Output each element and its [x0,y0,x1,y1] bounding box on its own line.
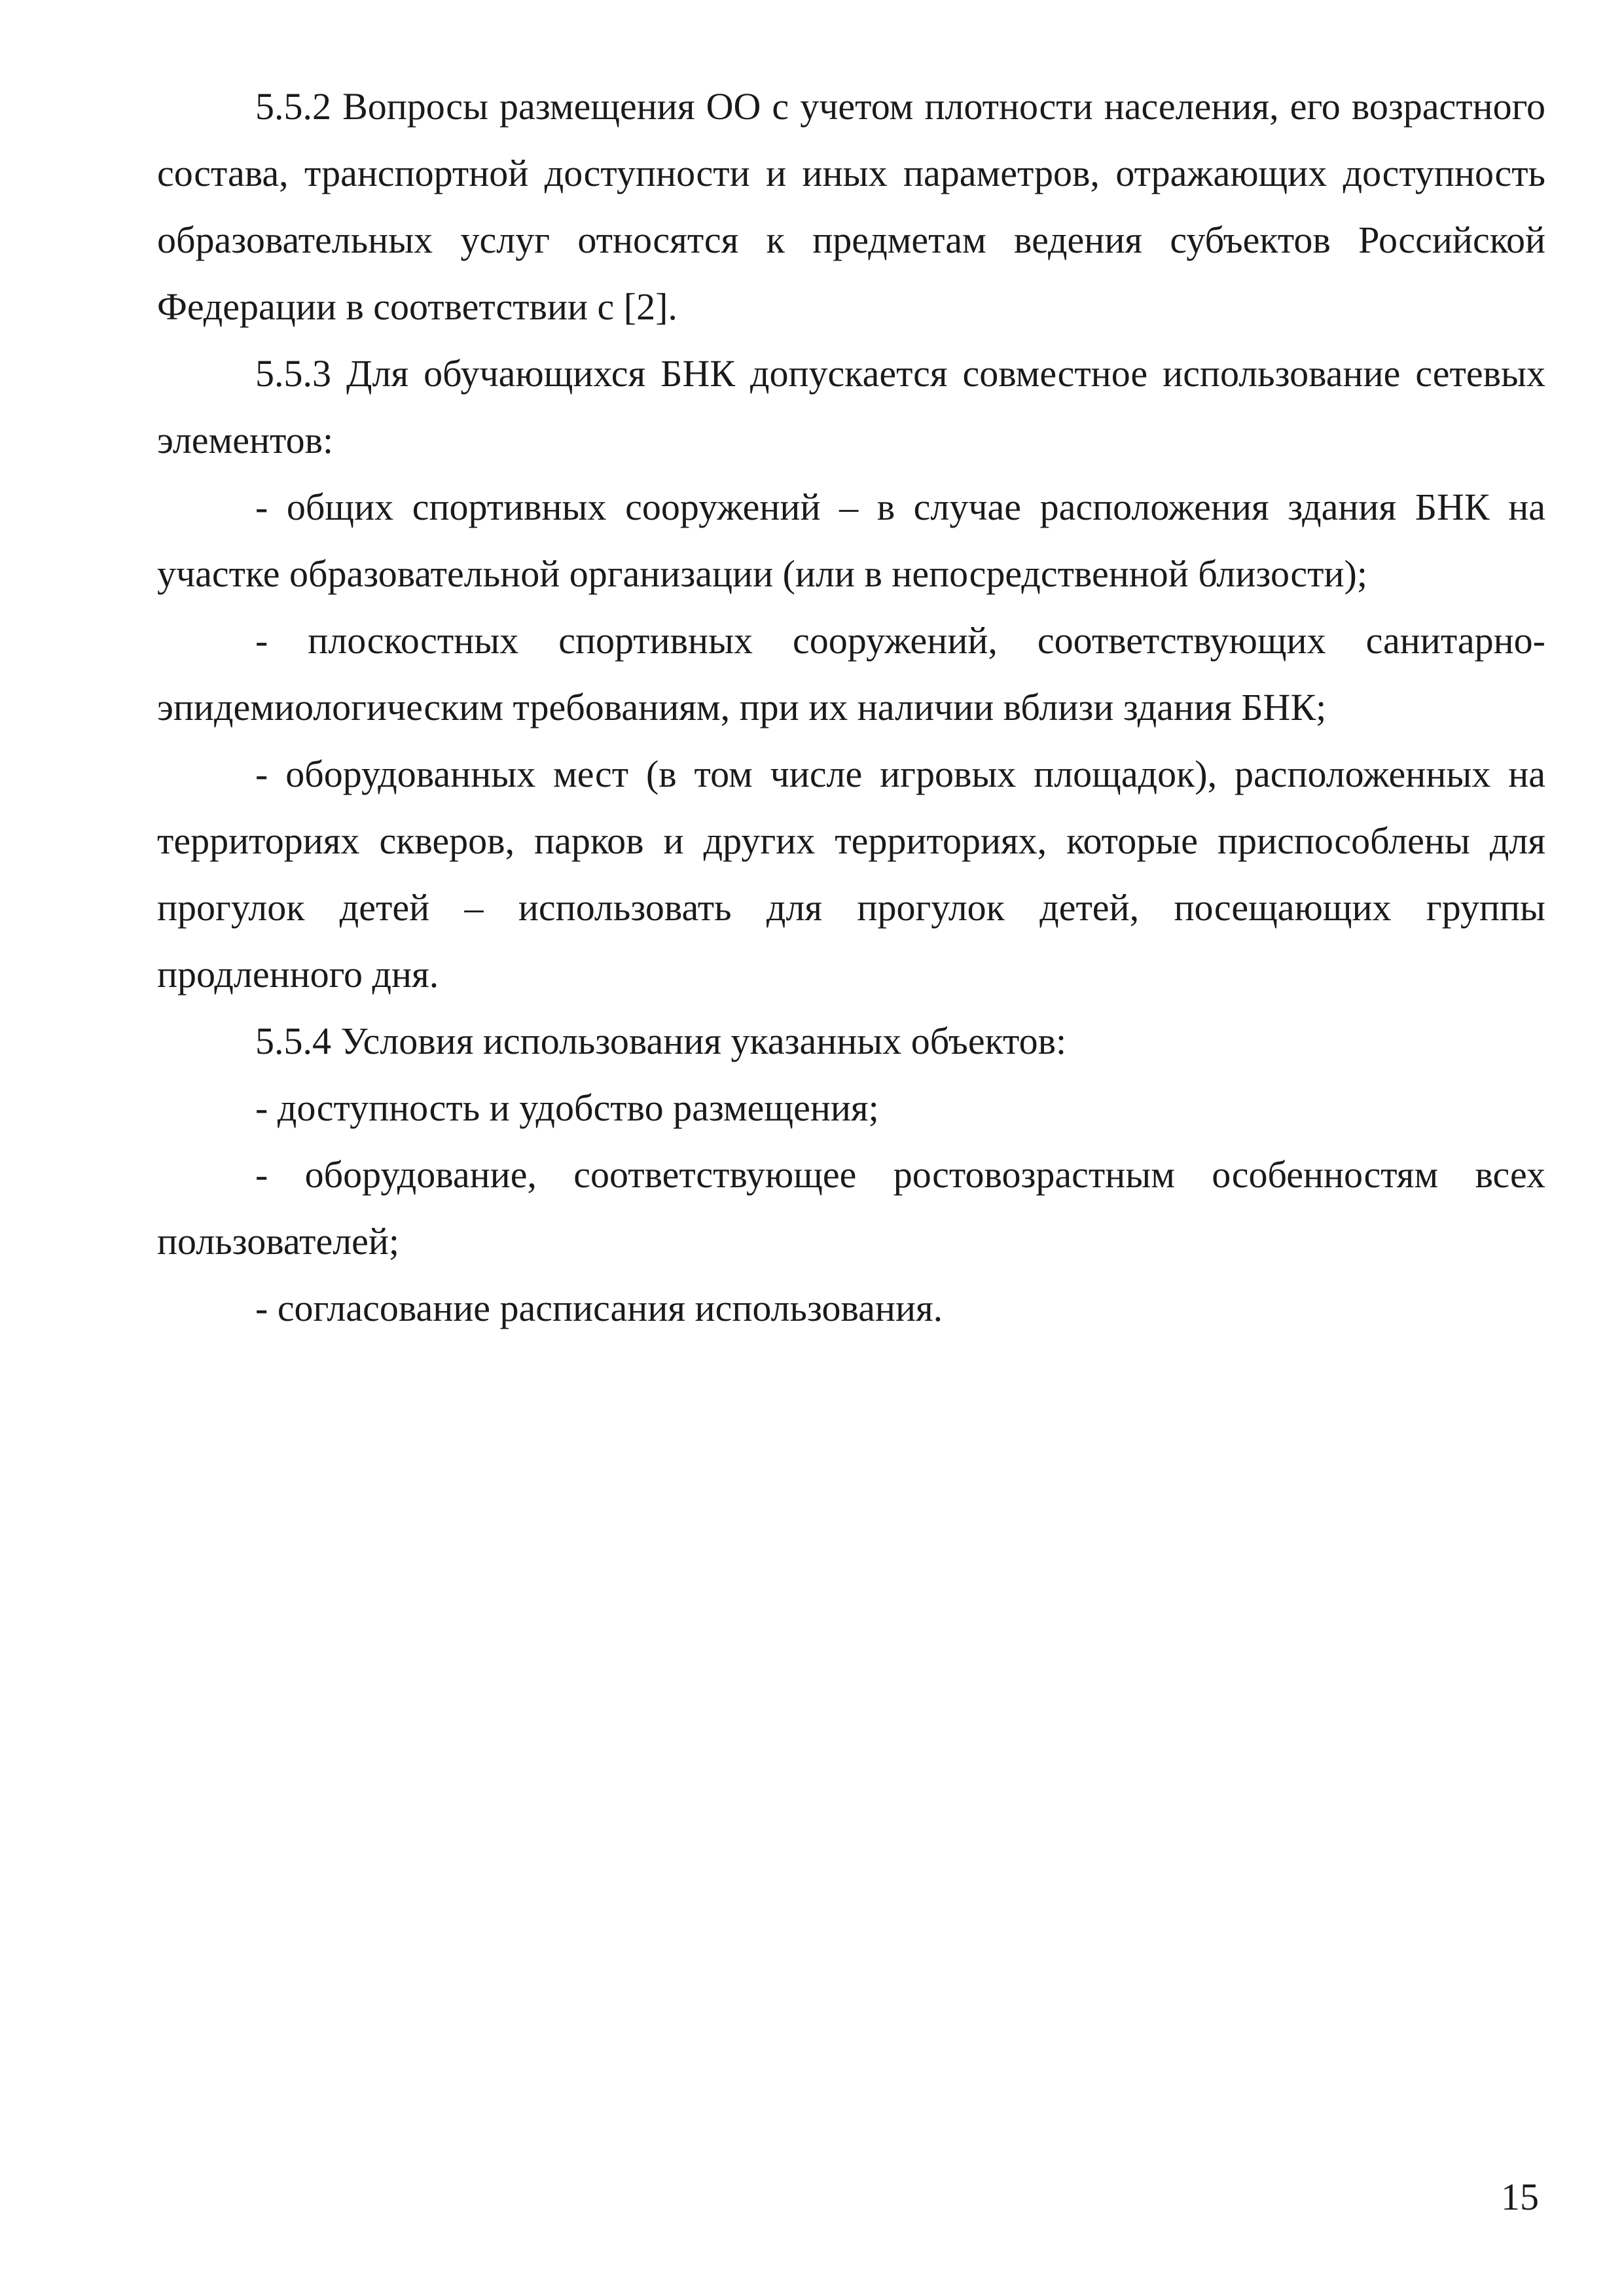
paragraph-5-5-2: 5.5.2 Вопросы размещения ОО с учетом плотности населения, его возрастного состава, транспортной доступности и иных параметров, отражающих доступность образовательных услуг относятся к предметам ведения субъектов Российской Федерации в соответствии с [2]. [157,85,1545,328]
list-item-accessibility: - доступность и удобство размещения; [255,1086,879,1129]
list-item-equipment: - оборудование, соответствующее ростовозрастным особенностям всех пользователей; [157,1153,1545,1263]
paragraph-5-5-4: 5.5.4 Условия использования указанных объектов: [255,1020,1067,1062]
list-item-schedule: - согласование расписания использования. [255,1287,943,1329]
body-text [157,73,1545,1342]
list-item-flat-sports-facilities: - плоскостных спортивных сооружений, соответствующих санитарно-эпидемиологическим требованиям, при их наличии вблизи здания БНК; [157,619,1545,728]
list-item-sports-facilities: - общих спортивных сооружений – в случае расположения здания БНК на участке образовательной организации (или в непосредственной близости); [157,486,1545,595]
paragraph-5-5-3: 5.5.3 Для обучающихся БНК допускается совместное использование сетевых элементов: [157,352,1545,461]
page-number: 15 [1501,2176,1539,2218]
list-item-equipped-places: - оборудованных мест (в том числе игровых площадок), расположенных на территориях скверов, парков и других территориях, которые приспособлены для прогулок детей – использовать для прогулок детей, посещающих группы продленного дня. [157,753,1545,996]
